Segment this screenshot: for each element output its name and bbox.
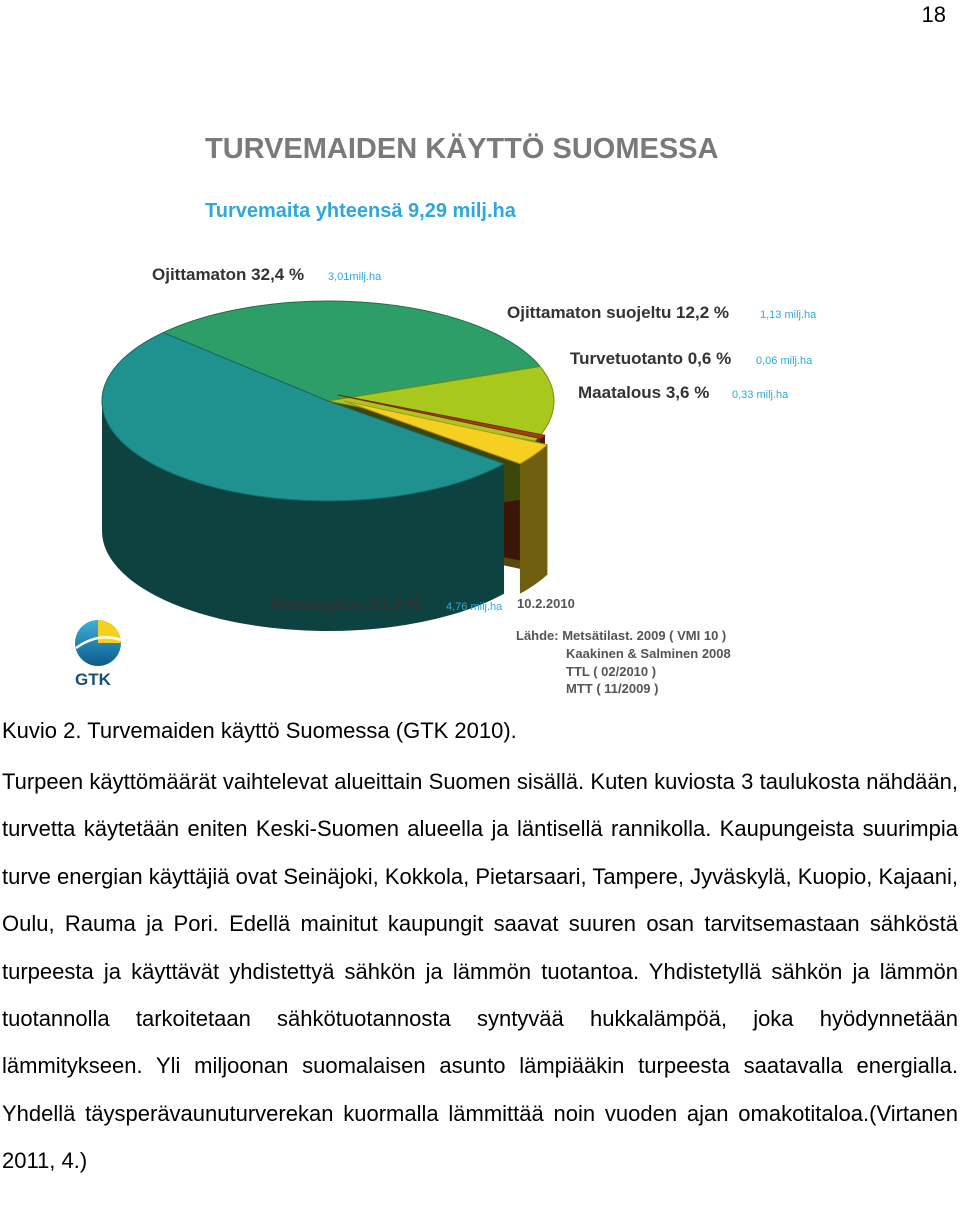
figure-caption: Kuvio 2. Turvemaiden käyttö Suomessa (GTK 2010). (2, 718, 517, 743)
slice-area-text: 0,06 milj.ha (756, 355, 813, 367)
slice-label-1 (507, 303, 817, 322)
slice-label-text: Metsäojitus 51,2 % (271, 595, 423, 614)
slice-area-text: 1,13 milj.ha (760, 309, 817, 321)
chart-title: TURVEMAIDEN KÄYTTÖ SUOMESSA (205, 133, 719, 165)
slice-label-text: Ojittamaton suojeltu 12,2 % (507, 303, 729, 322)
source-line: Kaakinen & Salminen 2008 (566, 646, 731, 661)
source-line: Lähde: Metsätilast. 2009 ( VMI 10 ) (516, 628, 727, 643)
slice-label-0 (152, 265, 382, 284)
slice-label-2 (570, 349, 813, 368)
slice-area-text: 4,76 milj.ha (446, 601, 503, 613)
pie-tops (102, 301, 554, 501)
source-line: TTL ( 02/2010 ) (566, 664, 657, 679)
source-line: MTT ( 11/2009 ) (566, 681, 659, 696)
slice-label-text: Maatalous 3,6 % (578, 383, 710, 402)
slice-label-text: Turvetuotanto 0,6 % (570, 349, 732, 368)
slice-label-text: Ojittamaton 32,4 % (152, 265, 305, 284)
pie-slice-side (520, 445, 547, 594)
chart-date: 10.2.2010 (517, 596, 575, 611)
gtk-logo (75, 620, 121, 689)
gtk-logo-text: GTK (75, 670, 111, 689)
slice-area-text: 3,01milj.ha (328, 271, 382, 283)
body-paragraph: Turpeen käyttömäärät vaihtelevat alueittain Suomen sisällä. Kuten kuviosta 3 taulukosta nähdään, turvetta käytetään eniten Keski-Suomen alueella ja läntisellä rannikolla. Kaupungeista suurimpia turve energian käyttäjiä ovat Seinäjoki, Kokkola, Pietarsaari, Tampere, Jyväskylä, Kuopio, Kajaani, Oulu, Rauma ja Pori. Edellä mainitut kaupungit saavat suuren osan tarvitsemastaan sähköstä turpeesta ja käyttävät yhdistettyä sähkön ja lämmön tuotantoa. Yhdistetyllä sähkön ja lämmön tuotannolla tarkoitetaan sähkötuotannosta syntyvää hukkalämpöä, joka hyödynnetään lämmitykseen. Yli miljoonan suomalaisen asunto lämpiääkin turpeesta saatavalla energialla. Yhdellä täysperävaunuturverekan kuormalla lämmittää noin vuoden ajan omakotitaloa.(Virtanen 2011, 4.) (2, 769, 958, 1174)
page-number: 18 (921, 2, 946, 27)
slice-area-text: 0,33 milj.ha (732, 389, 789, 401)
slice-label-3 (578, 383, 789, 402)
chart-subtitle: Turvemaita yhteensä 9,29 milj.ha (205, 200, 516, 222)
